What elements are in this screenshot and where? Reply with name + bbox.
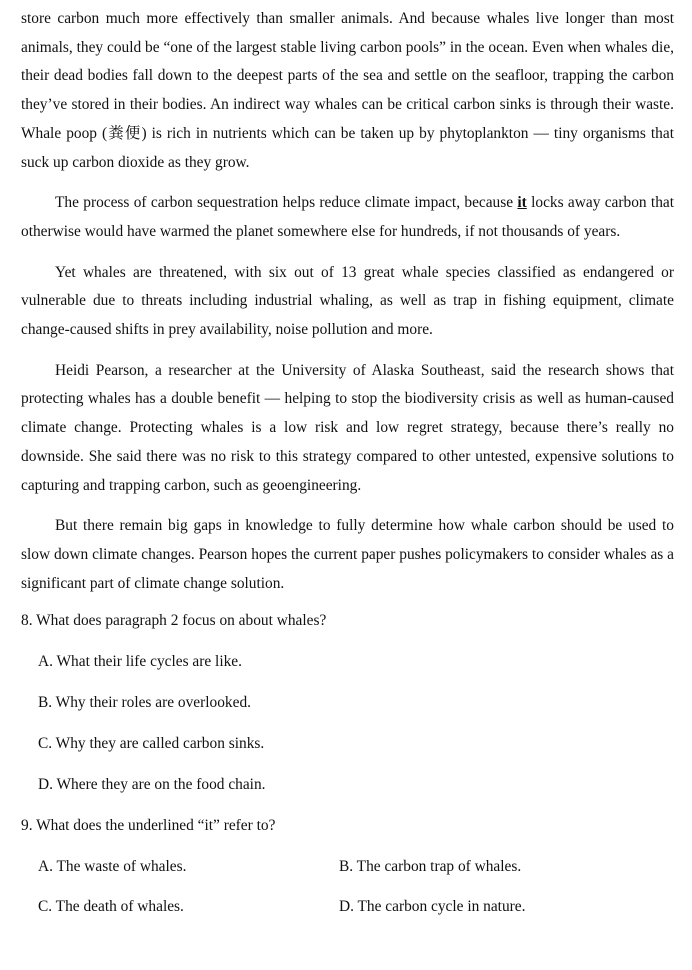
question-9-row-1	[21, 857, 674, 877]
question-9-option-d: D. The carbon cycle in nature.	[339, 898, 526, 916]
paragraph-4: Heidi Pearson, a researcher at the University of Alaska Southeast, said the research shows that protecting whales has a double benefit — helping to stop the biodiversity crisis as well as human-caused climate change. Protecting whales is a low risk and low regret strategy, because there’s really no downside. She said there was no risk to this strategy compared to other untested, expensive solutions to capturing and trapping carbon, such as geoengineering.	[21, 361, 674, 494]
question-8-option-a: A. What their life cycles are like.	[38, 653, 242, 671]
paragraph-2-text-after: locks away carbon that otherwise would have warmed the planet somewhere else for hundreds, if not thousands of years.	[21, 194, 674, 240]
paragraph-2	[21, 189, 674, 246]
question-8-option-d: D. Where they are on the food chain.	[38, 776, 266, 794]
question-9-option-c: C. The death of whales.	[38, 898, 184, 916]
question-9-row-2	[21, 897, 674, 917]
question-8-stem: 8. What does paragraph 2 focus on about whales?	[21, 612, 327, 630]
paragraph-3: Yet whales are threatened, with six out of 13 great whale species classified as endangered or vulnerable due to threats including industrial whaling, as well as trap in fishing equipment, climate change-caused shifts in prey availability, noise pollution and more.	[21, 263, 674, 339]
paragraph-1: store carbon much more effectively than smaller animals. And because whales live longer than most animals, they could be “one of the largest stable living carbon pools” in the ocean. Even when whales die, their dead bodies fall down to the deepest parts of the sea and settle on the seafloor, trapping the carbon they’ve stored in their bodies. An indirect way whales can be critical carbon sinks is through their waste. Whale poop (粪便) is rich in nutrients which can be taken up by phytoplankton — tiny organisms that suck up carbon dioxide as they grow.	[21, 10, 674, 171]
question-8-option-b: B. Why their roles are overlooked.	[38, 694, 251, 712]
question-9-option-a: A. The waste of whales.	[38, 858, 187, 876]
paragraph-2-text-before: The process of carbon sequestration helps reduce climate impact, because	[55, 194, 518, 212]
paragraph-5: But there remain big gaps in knowledge to fully determine how whale carbon should be used to slow down climate changes. Pearson hopes the current paper pushes policymakers to consider whales as a significant part of climate change solution.	[21, 517, 674, 592]
question-9-stem: 9. What does the underlined “it” refer to?	[21, 817, 276, 835]
question-8-option-c: C. Why they are called carbon sinks.	[38, 735, 265, 753]
question-9-option-b: B. The carbon trap of whales.	[339, 858, 522, 876]
underlined-it: it	[517, 194, 527, 212]
